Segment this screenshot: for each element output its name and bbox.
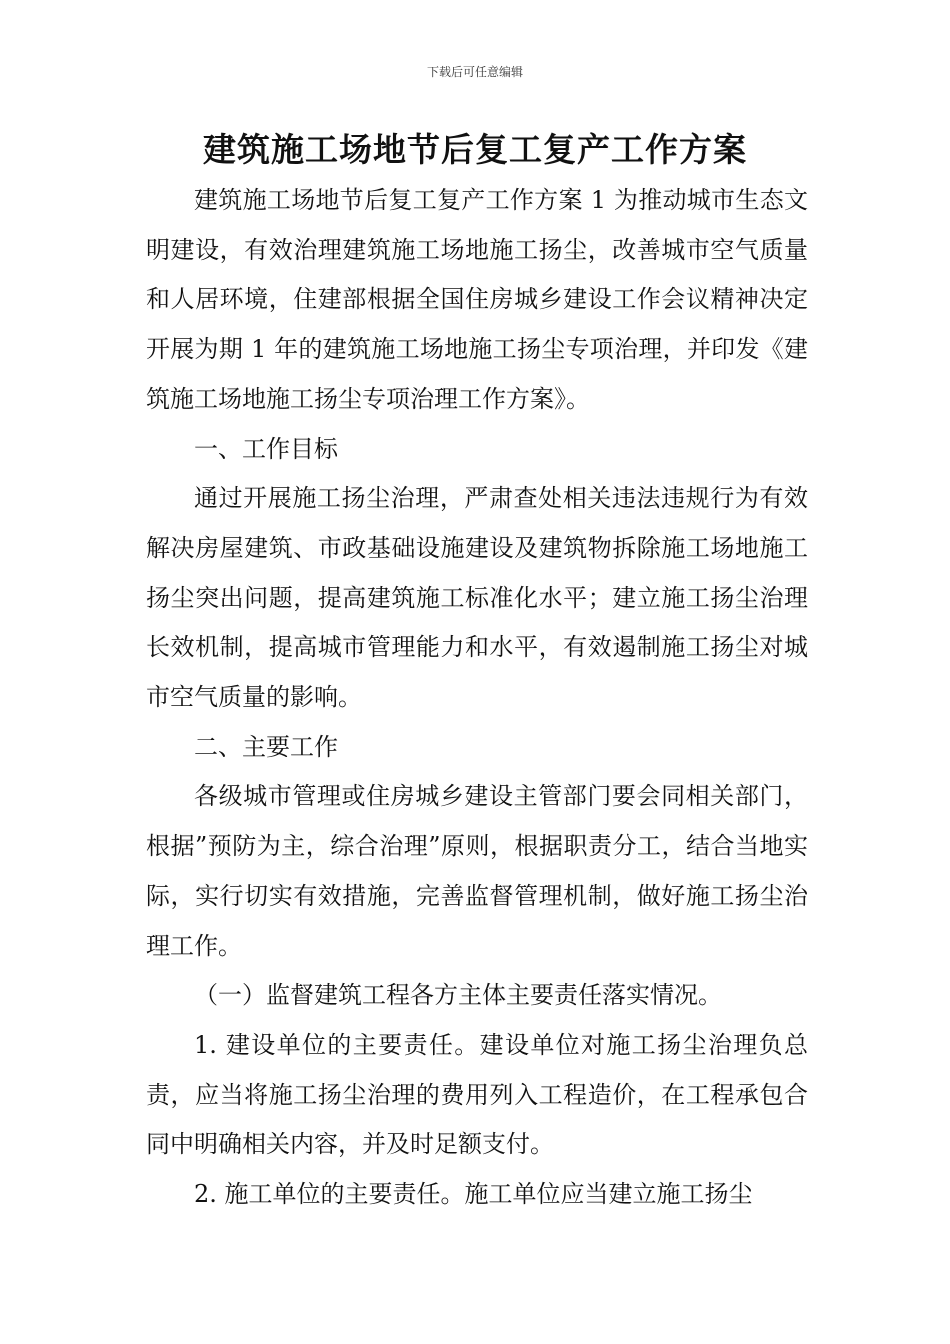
paragraph-contractor-responsibility: 2. 施工单位的主要责任。施工单位应当建立施工扬尘: [194, 1180, 753, 1209]
paragraph-work-goals: 通过开展施工扬尘治理，严肃查处相关违法违规行为有效解决房屋建筑、市政基础设施建设及建筑物拆除施工场地施工扬尘突出问题，提高建筑施工标准化水平；建立施工扬尘治理长效机制，提高城市管理能力和水平，有效遏制施工扬尘对城市空气质量的影响。: [146, 484, 808, 712]
paragraph-builder-responsibility: 1. 建设单位的主要责任。建设单位对施工扬尘治理负总责，应当将施工扬尘治理的费用列入工程造价，在工程承包合同中明确相关内容，并及时足额支付。: [146, 1030, 808, 1159]
paragraph-intro: 建筑施工场地节后复工复产工作方案 1 为推动城市生态文明建设，有效治理建筑施工场地施工扬尘，改善城市空气质量和人居环境，住建部根据全国住房城乡建设工作会议精神决定开展为期 1 年的建筑施工场地施工扬尘专项治理，并印发《建筑施工场地施工扬尘专项治理工作方案》。: [146, 186, 808, 413]
document-body: [146, 176, 808, 1220]
header-note: 下载后可任意编辑: [426, 65, 523, 79]
heading-work-goals: 一、工作目标: [194, 434, 338, 463]
document-title: 建筑施工场地节后复工复产工作方案: [203, 130, 747, 169]
subheading-supervision: （一）监督建筑工程各方主体主要责任落实情况。: [194, 981, 722, 1010]
paragraph-main-work: 各级城市管理或住房城乡建设主管部门要会同相关部门，根据”预防为主，综合治理”原则，根据职责分工，结合当地实际，实行切实有效措施，完善监督管理机制，做好施工扬尘治理工作。: [146, 782, 808, 960]
heading-main-work: 二、主要工作: [194, 732, 338, 761]
